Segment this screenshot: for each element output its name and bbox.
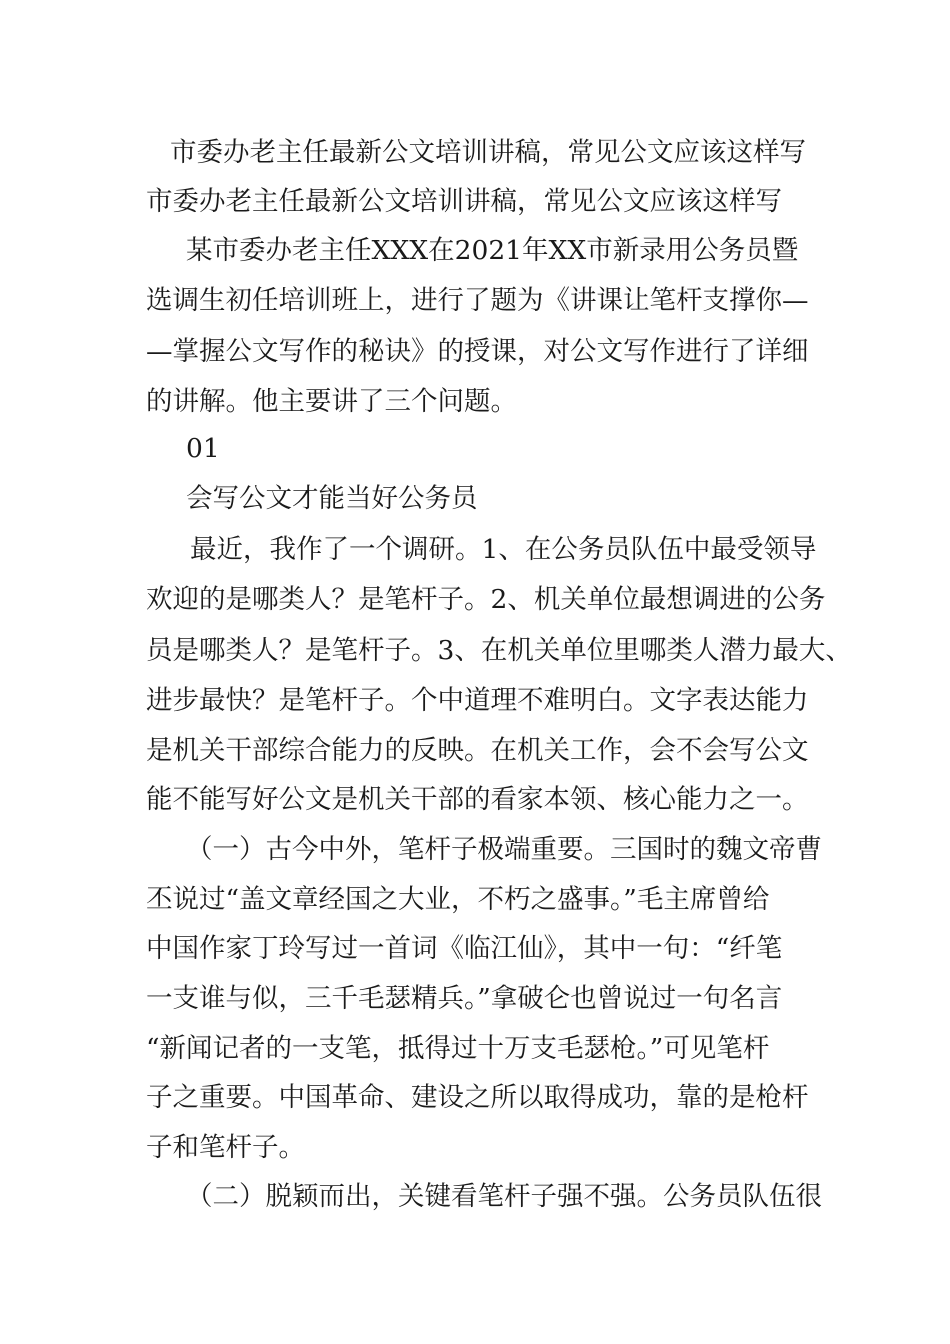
text-line: 的讲解。他主要讲了三个问题。	[146, 386, 517, 417]
text-line: （二）脱颖而出，关键看笔杆子强不强。公务员队伍很	[186, 1181, 822, 1212]
text-line: 最近，我作了一个调研。1、在公务员队伍中最受领导	[190, 534, 817, 565]
text-line: 能不能写好公文是机关干部的看家本领、核心能力之一。	[146, 784, 809, 815]
text-line: —掌握公文写作的秘诀》的授课，对公文写作进行了详细	[146, 336, 809, 367]
text-line: 某市委办老主任XXX在2021年XX市新录用公务员暨	[186, 235, 799, 266]
text-line: （一）古今中外，笔杆子极端重要。三国时的魏文帝曹	[186, 834, 822, 865]
text-line: 员是哪类人？是笔杆子。3、在机关单位里哪类人潜力最大、	[146, 635, 852, 666]
document-title: 市委办老主任最新公文培训讲稿，常见公文应该这样写	[170, 137, 806, 168]
section-heading: 会写公文才能当好公务员	[186, 483, 478, 514]
section-number: 01	[186, 433, 220, 464]
text-line: 是机关干部综合能力的反映。在机关工作，会不会写公文	[146, 735, 809, 766]
text-line: 选调生初任培训班上，进行了题为《讲课让笔杆支撑你—	[146, 285, 809, 316]
text-line: 欢迎的是哪类人？是笔杆子。2、机关单位最想调进的公务	[146, 584, 826, 615]
document-subtitle: 市委办老主任最新公文培训讲稿，常见公文应该这样写	[146, 186, 782, 217]
text-line: 子之重要。中国革命、建设之所以取得成功，靠的是枪杆	[146, 1082, 809, 1113]
text-line: “新闻记者的一支笔，抵得过十万支毛瑟枪。”可见笔杆	[146, 1033, 770, 1064]
text-line: 丕说过“盖文章经国之大业，不朽之盛事。”毛主席曾给	[146, 884, 770, 915]
text-line: 一支谁与似，三千毛瑟精兵。”拿破仑也曾说过一句名言	[146, 983, 783, 1014]
text-line: 中国作家丁玲写过一首词《临江仙》，其中一句：“纤笔	[146, 933, 783, 964]
text-line: 进步最快？是笔杆子。个中道理不难明白。文字表达能力	[146, 685, 809, 716]
text-line: 子和笔杆子。	[146, 1132, 305, 1163]
